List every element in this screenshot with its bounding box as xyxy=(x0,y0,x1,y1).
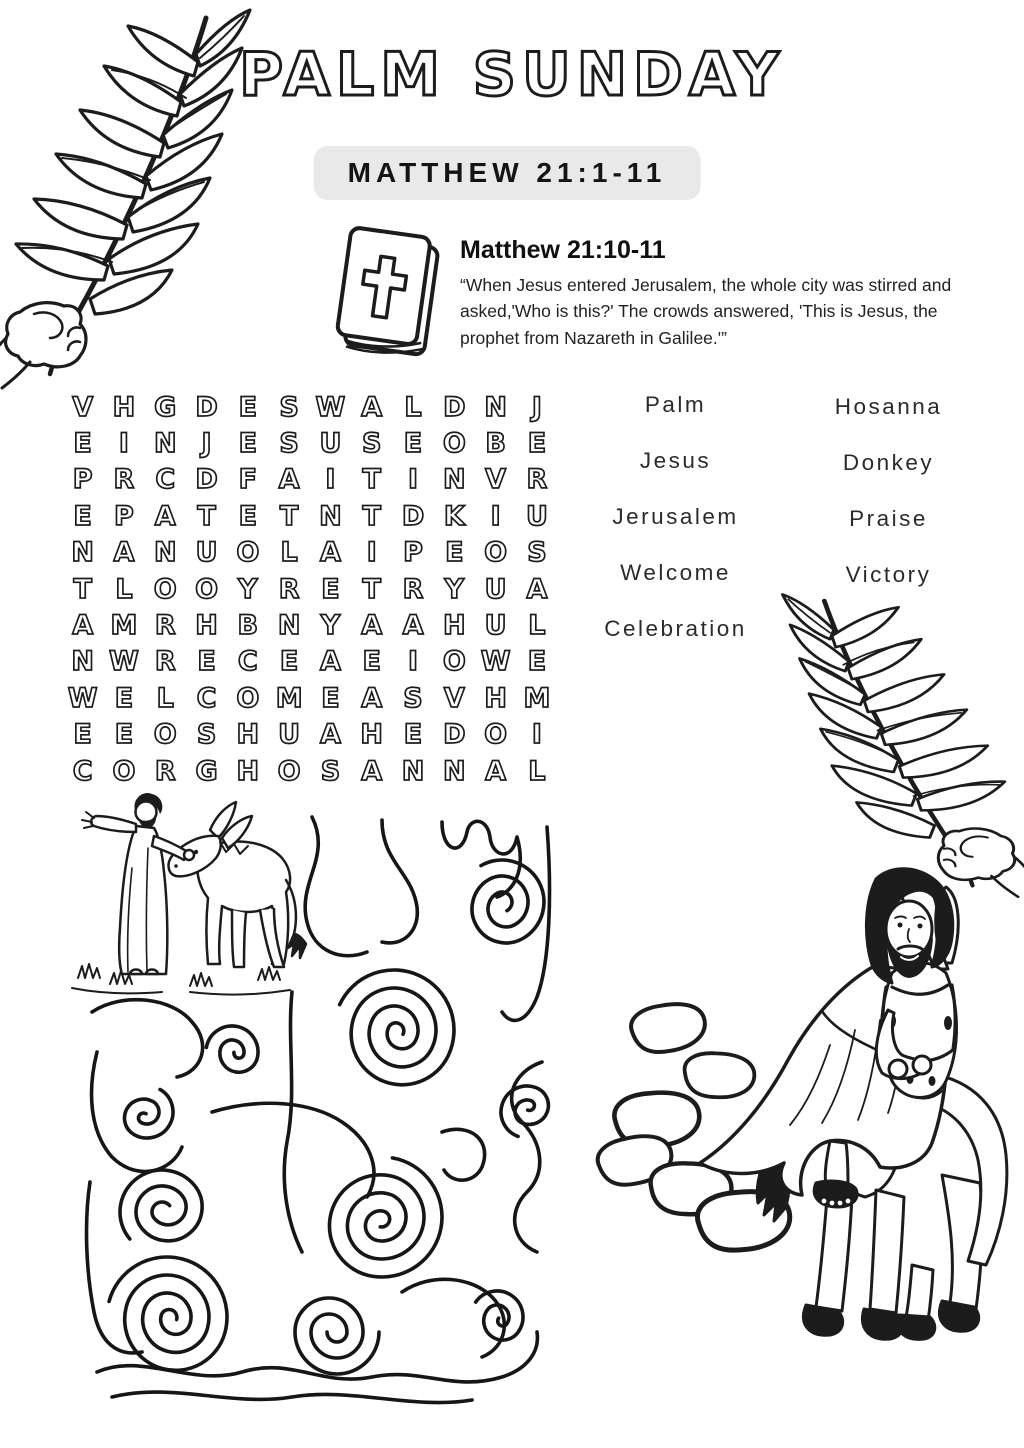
wordsearch-letter: U xyxy=(484,573,507,605)
wordsearch-letter: E xyxy=(73,500,92,532)
wordsearch-letter: P xyxy=(403,537,423,569)
jesus-riding-donkey-illustration xyxy=(680,845,1024,1365)
wordsearch-letter: A xyxy=(72,610,94,642)
maze-puzzle xyxy=(82,812,560,1408)
wordsearch-letter: L xyxy=(528,755,546,787)
wordsearch-row xyxy=(62,462,558,498)
wordsearch-letter: H xyxy=(195,610,218,642)
wordsearch-row xyxy=(62,535,558,571)
wordsearch-letter: E xyxy=(73,719,92,751)
wordsearch-letter: O xyxy=(484,537,508,569)
word-list-item: Hosanna xyxy=(834,394,943,419)
wordsearch-letter: L xyxy=(280,537,298,569)
bible-icon xyxy=(330,226,452,362)
wordsearch-letter: W xyxy=(315,391,346,423)
wordsearch-letter: A xyxy=(402,610,424,642)
wordsearch-letter: N xyxy=(71,646,94,678)
wordsearch-letter: N xyxy=(277,610,301,642)
wordsearch-letter: N xyxy=(443,464,466,496)
wordsearch-letter: R xyxy=(278,573,300,605)
wordsearch-letter: I xyxy=(118,428,129,460)
wordsearch-letter: C xyxy=(196,682,217,714)
wordsearch-letter: A xyxy=(361,682,383,714)
wordsearch-letter: R xyxy=(154,755,176,787)
wordsearch-letter: T xyxy=(279,500,299,532)
wordsearch-letter: T xyxy=(197,500,216,532)
wordsearch-letter: W xyxy=(109,646,139,678)
wordsearch-letter: A xyxy=(319,719,341,751)
wordsearch-letter: M xyxy=(275,682,303,714)
wordsearch-letter: R xyxy=(526,464,548,496)
wordsearch-letter: H xyxy=(484,682,507,714)
wordsearch-letter: E xyxy=(114,719,134,751)
word-search-grid xyxy=(62,389,558,789)
page-title: PALM SUNDAY xyxy=(239,40,785,110)
wordsearch-letter: O xyxy=(153,573,177,605)
wordsearch-letter: R xyxy=(402,573,424,605)
wordsearch-letter: O xyxy=(195,573,219,605)
word-list-item: Welcome xyxy=(620,560,731,585)
wordsearch-letter: O xyxy=(442,646,466,678)
scripture-reference-badge: MATTHEW 21:1-11 xyxy=(314,146,701,200)
wordsearch-letter: I xyxy=(531,719,542,751)
wordsearch-letter: C xyxy=(237,646,258,678)
wordsearch-letter: Y xyxy=(238,573,258,605)
wordsearch-letter: I xyxy=(490,500,501,532)
wordsearch-letter: H xyxy=(443,610,466,642)
wordsearch-letter: H xyxy=(360,719,384,751)
word-list-item: Celebration xyxy=(604,616,747,641)
wordsearch-letter: E xyxy=(321,682,340,714)
wordsearch-letter: L xyxy=(156,682,174,714)
wordsearch-letter: T xyxy=(362,500,381,532)
wordsearch-letter: G xyxy=(195,755,218,787)
wordsearch-row xyxy=(62,644,558,680)
wordsearch-letter: B xyxy=(237,610,259,642)
wordsearch-letter: U xyxy=(278,719,301,751)
wordsearch-letter: L xyxy=(528,610,546,642)
wordsearch-letter: G xyxy=(154,391,177,423)
wordsearch-letter: O xyxy=(236,682,260,714)
wordsearch-letter: E xyxy=(114,682,134,714)
word-list-item: Victory xyxy=(845,562,932,587)
wordsearch-letter: S xyxy=(320,755,341,787)
wordsearch-letter: W xyxy=(480,646,511,678)
wordsearch-letter: D xyxy=(195,391,218,423)
wordsearch-letter: A xyxy=(361,610,383,642)
wordsearch-letter: H xyxy=(112,391,136,423)
wordsearch-letter: I xyxy=(366,537,377,569)
wordsearch-letter: E xyxy=(321,573,340,605)
wordsearch-letter: Y xyxy=(320,610,341,642)
wordsearch-letter: A xyxy=(113,537,135,569)
wordsearch-letter: U xyxy=(195,537,218,569)
wordsearch-letter: K xyxy=(443,500,465,532)
wordsearch-row xyxy=(62,498,558,534)
wordsearch-letter: M xyxy=(523,682,551,714)
wordsearch-letter: D xyxy=(443,719,466,751)
wordsearch-letter: E xyxy=(279,646,299,678)
scripture-block xyxy=(460,236,988,351)
wordsearch-row xyxy=(62,607,558,643)
wordsearch-letter: A xyxy=(361,755,383,787)
wordsearch-letter: S xyxy=(403,682,423,714)
wordsearch-letter: E xyxy=(238,391,258,423)
wordsearch-letter: N xyxy=(401,755,425,787)
wordsearch-letter: D xyxy=(401,500,425,532)
wordsearch-letter: S xyxy=(362,428,382,460)
wordsearch-letter: S xyxy=(279,391,299,423)
wordsearch-letter: E xyxy=(73,428,92,460)
wordsearch-letter: O xyxy=(277,755,301,787)
wordsearch-letter: V xyxy=(485,464,507,496)
wordsearch-letter: I xyxy=(325,464,336,496)
word-list-right xyxy=(806,394,971,618)
word-list-item: Jesus xyxy=(639,448,712,473)
wordsearch-letter: T xyxy=(362,464,381,496)
word-list-item: Praise xyxy=(849,506,928,531)
word-list-item: Donkey xyxy=(842,450,935,475)
scripture-quote: “When Jesus entered Jerusalem, the whole city was stirred and asked,'Who is this?' The crowds answered, 'This is Jesus, the prophet from Nazareth in Galilee.'” xyxy=(460,275,952,348)
wordsearch-row xyxy=(62,389,558,425)
wordsearch-letter: A xyxy=(319,537,341,569)
wordsearch-letter: J xyxy=(201,428,212,460)
wordsearch-letter: O xyxy=(442,428,466,460)
wordsearch-letter: E xyxy=(197,646,216,678)
wordsearch-row xyxy=(62,425,558,461)
wordsearch-letter: P xyxy=(114,500,134,532)
wordsearch-letter: R xyxy=(154,646,176,678)
wordsearch-row xyxy=(62,717,558,753)
wordsearch-letter: O xyxy=(484,719,508,751)
wordsearch-letter: B xyxy=(485,428,506,460)
wordsearch-row xyxy=(62,571,558,607)
wordsearch-letter: O xyxy=(236,537,260,569)
wordsearch-letter: R xyxy=(113,464,135,496)
wordsearch-letter: A xyxy=(361,391,383,423)
wordsearch-letter: A xyxy=(526,573,548,605)
wordsearch-letter: V xyxy=(72,391,94,423)
wordsearch-letter: T xyxy=(362,573,381,605)
wordsearch-letter: N xyxy=(153,428,177,460)
wordsearch-letter: V xyxy=(443,682,465,714)
wordsearch-letter: D xyxy=(443,391,466,423)
wordsearch-letter: R xyxy=(154,610,176,642)
wordsearch-letter: N xyxy=(443,755,466,787)
word-list-item: Palm xyxy=(644,392,707,417)
wordsearch-letter: C xyxy=(155,464,176,496)
wordsearch-letter: C xyxy=(72,755,93,787)
wordsearch-row xyxy=(62,753,558,789)
scripture-heading: Matthew 21:10-11 xyxy=(460,236,666,264)
wordsearch-letter: E xyxy=(403,428,423,460)
word-list-item: Jerusalem xyxy=(612,504,739,529)
wordsearch-letter: Y xyxy=(444,573,465,605)
wordsearch-letter: E xyxy=(238,500,258,532)
wordsearch-letter: D xyxy=(195,464,218,496)
wordsearch-letter: E xyxy=(527,646,547,678)
wordsearch-letter: N xyxy=(484,391,507,423)
wordsearch-letter: S xyxy=(279,428,299,460)
wordsearch-letter: E xyxy=(238,428,258,460)
wordsearch-letter: U xyxy=(319,428,342,460)
wordsearch-letter: J xyxy=(531,391,542,423)
wordsearch-letter: O xyxy=(112,755,136,787)
wordsearch-letter: U xyxy=(525,500,548,532)
wordsearch-letter: I xyxy=(408,646,419,678)
wordsearch-letter: S xyxy=(527,537,547,569)
wordsearch-letter: H xyxy=(236,719,260,751)
wordsearch-letter: A xyxy=(319,646,341,678)
wordsearch-letter: L xyxy=(404,391,422,423)
wordsearch-letter: T xyxy=(73,573,92,605)
wordsearch-letter: U xyxy=(484,610,507,642)
wordsearch-letter: P xyxy=(72,464,93,496)
wordsearch-letter: H xyxy=(236,755,260,787)
wordsearch-letter: A xyxy=(485,755,507,787)
wordsearch-letter: O xyxy=(153,719,177,751)
wordsearch-letter: S xyxy=(196,719,217,751)
wordsearch-letter: N xyxy=(71,537,94,569)
wordsearch-letter: L xyxy=(115,573,133,605)
wordsearch-letter: I xyxy=(408,464,419,496)
wordsearch-letter: E xyxy=(527,428,547,460)
word-list-left xyxy=(583,392,768,672)
wordsearch-letter: A xyxy=(154,500,176,532)
wordsearch-letter: E xyxy=(403,719,423,751)
wordsearch-letter: M xyxy=(110,610,138,642)
wordsearch-letter: W xyxy=(67,682,98,714)
wordsearch-letter: F xyxy=(238,464,258,496)
wordsearch-letter: E xyxy=(362,646,381,678)
wordsearch-letter: E xyxy=(445,537,464,569)
wordsearch-letter: N xyxy=(319,500,342,532)
wordsearch-letter: A xyxy=(278,464,300,496)
wordsearch-row xyxy=(62,680,558,716)
wordsearch-letter: N xyxy=(153,537,177,569)
